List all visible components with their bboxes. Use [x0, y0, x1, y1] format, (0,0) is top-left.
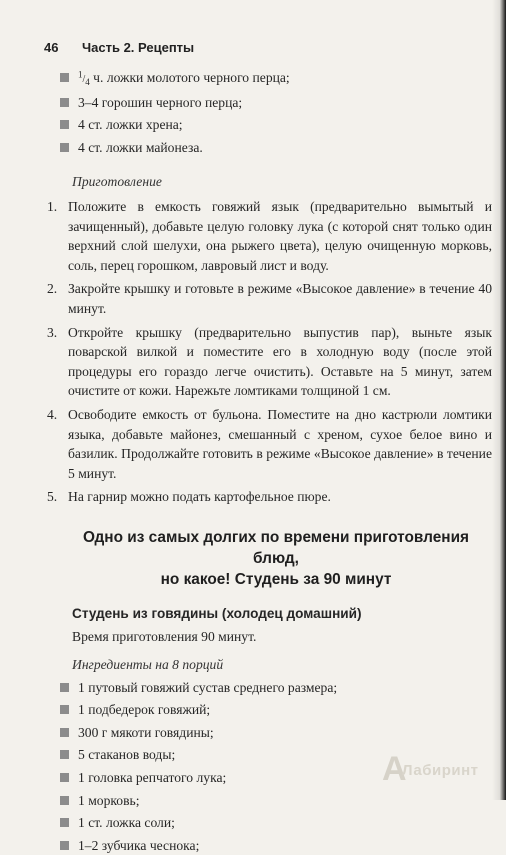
list-item — [60, 836, 492, 855]
bullet-square-icon — [60, 143, 69, 152]
bullet-square-icon — [60, 98, 69, 107]
step-item — [47, 323, 492, 401]
preparation-heading: Приготовление — [72, 174, 162, 190]
step-text: Закройте крышку и готовьте в режиме «Высокое давление» в течение 40 минут. — [68, 281, 492, 316]
fraction-denominator: 4 — [85, 77, 90, 87]
step-item — [47, 405, 492, 483]
list-item-text — [78, 68, 290, 90]
bullet-square-icon — [60, 73, 69, 82]
step-text: Откройте крышку (предварительно выпустив пар), выньте язык поварской вилкой и поместите его в холодную воду (после этой процедуры его гораздо легче очистить). Оставьте на 5 минут, затем очистите от кожи. Нарежьте ломтиками толщиной 1 см. — [68, 324, 492, 399]
list-item — [60, 700, 492, 720]
list-item-label: 3–4 горошин черного перца; — [78, 94, 243, 110]
running-header — [44, 40, 194, 55]
list-item — [60, 791, 492, 811]
fraction: $^1/_4$ — [78, 69, 90, 87]
bullet-square-icon — [60, 773, 69, 782]
section-heading — [60, 527, 492, 590]
page-number: 46 — [44, 40, 59, 55]
list-item — [60, 678, 492, 698]
watermark-logo — [382, 750, 498, 788]
step-number: 3. — [47, 324, 58, 340]
list-item-label: 1–2 зубчика чеснока; — [78, 837, 200, 853]
step-item — [47, 197, 492, 275]
bullet-square-icon — [60, 796, 69, 805]
list-item — [60, 723, 492, 743]
recipe-time: Время приготовления 90 минут. — [72, 629, 257, 645]
list-item-label: 300 г мякоти говядины; — [78, 724, 214, 740]
list-item — [60, 68, 492, 90]
ingredients-list-top — [60, 68, 492, 157]
ingredients-heading: Ингредиенты на 8 порций — [72, 657, 224, 673]
list-item — [60, 813, 492, 833]
list-item-label: 1 путовый говяжий сустав среднего размера; — [78, 679, 338, 695]
step-number: 2. — [47, 281, 58, 297]
list-item-label: 1 морковь; — [78, 792, 140, 808]
step-number: 5. — [47, 489, 58, 505]
step-number: 1. — [47, 198, 58, 214]
page-edge-shadow — [492, 0, 506, 800]
list-item-label: 1 ст. ложка соли; — [78, 815, 175, 831]
watermark-text: Лабиринт — [402, 762, 479, 779]
list-item-label: 5 стаканов воды; — [78, 747, 176, 763]
steps-list — [47, 197, 492, 507]
bullet-square-icon — [60, 750, 69, 759]
bullet-square-icon — [60, 683, 69, 692]
bullet-square-icon — [60, 818, 69, 827]
list-item — [60, 93, 492, 113]
list-item-label: 1 подбедерок говяжий; — [78, 702, 211, 718]
bullet-square-icon — [60, 728, 69, 737]
recipe-title: Студень из говядины (холодец домашний) — [72, 605, 362, 621]
step-number: 4. — [47, 406, 58, 422]
bullet-square-icon — [60, 841, 69, 850]
list-item — [60, 138, 492, 158]
step-text: Освободите емкость от бульона. Поместите на дно кастрюли ломтики языка, добавьте майонез, смешанный с хреном, сухое белое вино и базилик. Продолжайте готовить в режиме «Высокое давление» в течение 5 минут. — [68, 406, 492, 481]
chapter-title: Часть 2. Рецепты — [82, 40, 195, 55]
step-text: На гарнир можно подать картофельное пюре. — [68, 489, 331, 505]
step-item — [47, 487, 492, 507]
list-item-label: 4 ст. ложки майонеза. — [78, 139, 203, 155]
bullet-square-icon — [60, 120, 69, 129]
bullet-square-icon — [60, 705, 69, 714]
list-item-label: 4 ст. ложки хрена; — [78, 117, 183, 133]
section-heading-line: Одно из самых долгих по времени приготовления блюд, — [82, 528, 470, 567]
step-item — [47, 279, 492, 318]
section-heading-line: но какое! Студень за 90 минут — [160, 570, 392, 588]
step-text: Положите в емкость говяжий язык (предварительно вымытый и зачищенный), добавьте целую головку лука (с которой снят только один верхний слой шелухи, она рыжего цвета), целую очищенную морковь, соль, перец горошком, лавровый лист и воду. — [68, 198, 492, 273]
list-item-label: 1 головка репчатого лука; — [78, 770, 227, 786]
watermark-letter: A — [382, 750, 407, 788]
list-item — [60, 115, 492, 135]
fraction-numerator: 1 — [78, 69, 83, 80]
list-item-label: ч. ложки молотого черного перца; — [89, 70, 290, 85]
page-content — [47, 68, 492, 855]
